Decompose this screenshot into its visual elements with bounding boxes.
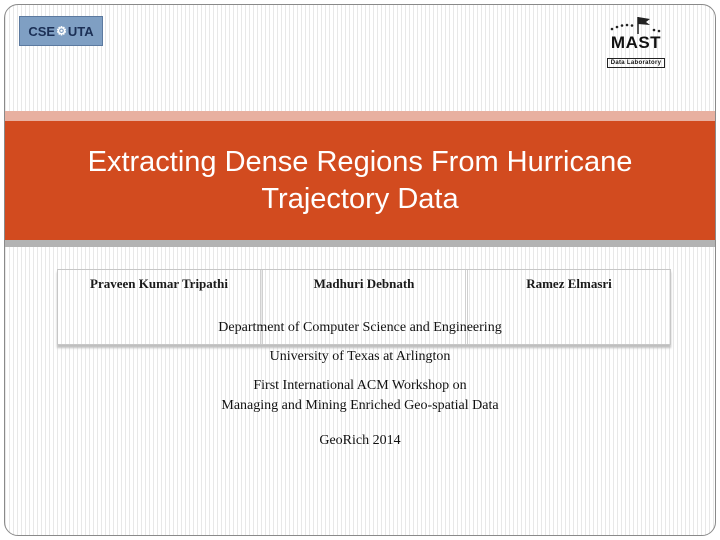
mast-subtitle: Data Laboratory <box>607 58 666 68</box>
slide <box>4 4 716 536</box>
cse-text: CSE <box>28 23 56 39</box>
title-band-top-stripe <box>5 111 715 121</box>
mast-logo <box>601 15 671 75</box>
title-band <box>5 121 715 240</box>
title-line-1: Extracting Dense Regions From Hurricane <box>87 145 633 178</box>
author-1: Praveen Kumar Tripathi <box>58 270 263 344</box>
department: Department of Computer Science and Engineering <box>218 320 502 335</box>
mast-wordmark: MAST <box>610 33 662 52</box>
cse-uta-logo <box>19 16 103 46</box>
title-band-bottom-stripe <box>5 240 715 247</box>
gear-icon: ⚙ <box>56 24 67 38</box>
title-line-2: Trajectory Data <box>261 182 459 215</box>
workshop-line-2: Managing and Mining Enriched Geo-spatial Data <box>221 398 499 413</box>
mast-flag-icon <box>608 15 664 35</box>
author-3: Ramez Elmasri <box>526 276 612 291</box>
workshop-name <box>5 376 715 416</box>
university: University of Texas at Arlington <box>269 349 451 364</box>
page-title <box>88 144 633 218</box>
uta-text: UTA <box>67 23 94 39</box>
workshop-short-name: GeoRich 2014 <box>319 433 401 448</box>
workshop-line-1: First International ACM Workshop on <box>253 378 467 393</box>
author-2: Madhuri Debnath <box>263 270 468 344</box>
